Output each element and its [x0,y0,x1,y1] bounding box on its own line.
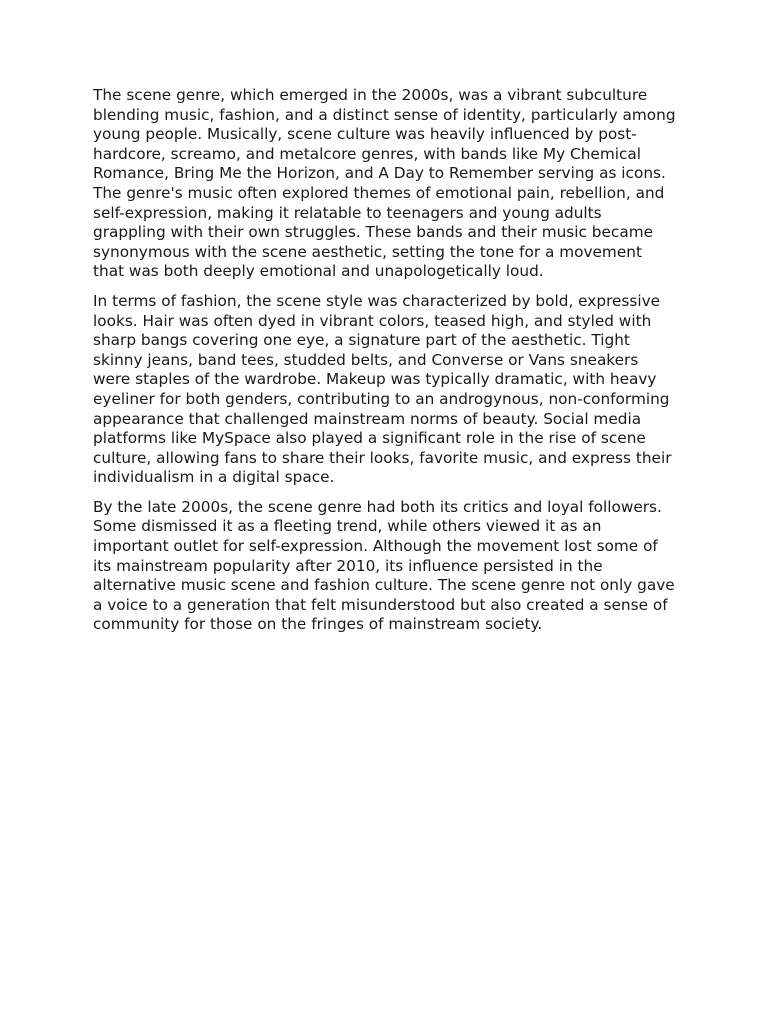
paragraph-2: In terms of fashion, the scene style was characterized by bold, expressive looks. Hair was often dyed in vibrant colors, teased high, and styled with sharp bangs covering one eye, a signature part of the aesthetic. Tight skinny jeans, band tees, studded belts, and Converse or Vans sneakers were staples of the wardrobe. Makeup was typically dramatic, with heavy eyeliner for both genders, contributing to an androgynous, non-conforming appearance that challenged mainstream norms of beauty. Social media platforms like MySpace also played a significant role in the rise of scene culture, allowing fans to share their looks, favorite music, and express their individualism in a digital space. [93,291,672,487]
document-body [93,86,676,645]
paragraph-1: The scene genre, which emerged in the 2000s, was a vibrant subculture blending music, fashion, and a distinct sense of identity, particularly among young people. Musically, scene culture was heavily influenced by post-hardcore, screamo, and metalcore genres, with bands like My Chemical Romance, Bring Me the Horizon, and A Day to Remember serving as icons. The genre's music often explored themes of emotional pain, rebellion, and self-expression, making it relatable to teenagers and young adults grappling with their own struggles. These bands and their music became synonymous with the scene aesthetic, setting the tone for a movement that was both deeply emotional and unapologetically loud. [93,86,676,281]
paragraph-3: By the late 2000s, the scene genre had both its critics and loyal followers. Some dismissed it as a fleeting trend, while others viewed it as an important outlet for self-expression. Although the movement lost some of its mainstream popularity after 2010, its influence persisted in the alternative music scene and fashion culture. The scene genre not only gave a voice to a generation that felt misunderstood but also created a sense of community for those on the fringes of mainstream society. [93,497,675,634]
